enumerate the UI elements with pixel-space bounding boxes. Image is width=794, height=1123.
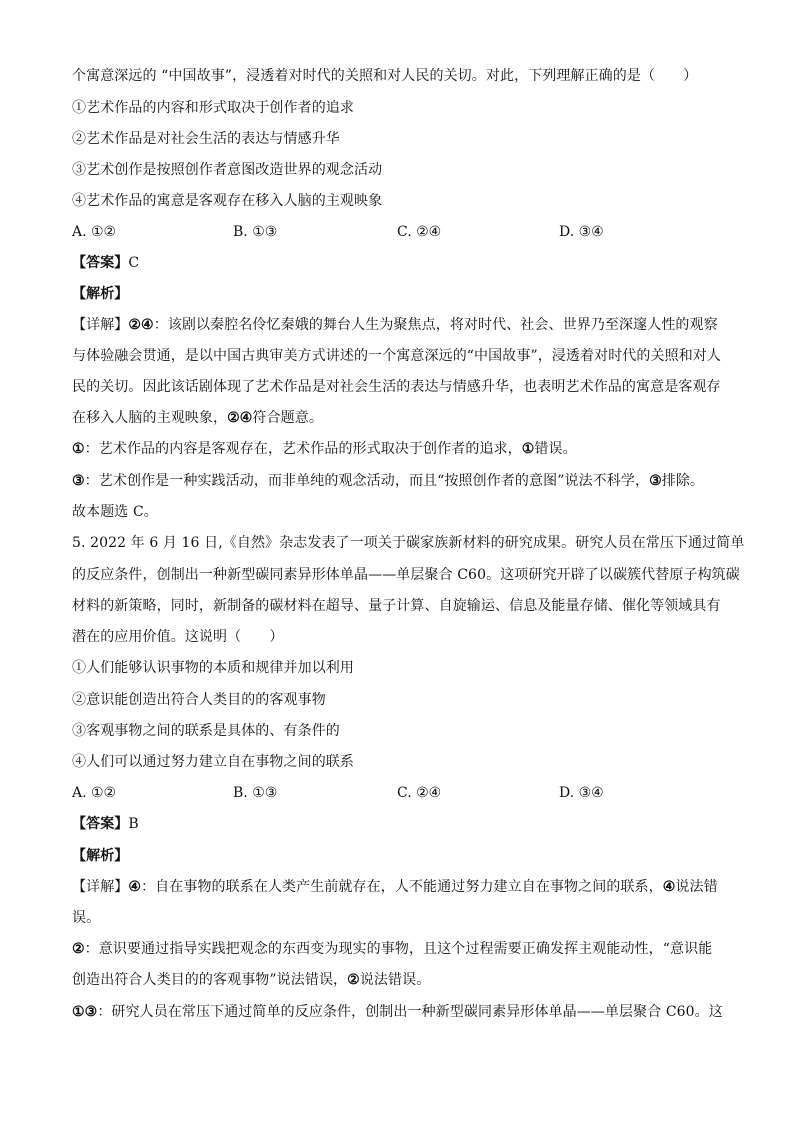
wrong1-key: ① [72, 441, 85, 457]
q4-answer [72, 253, 722, 273]
d4-key2: ④ [662, 879, 676, 895]
q4-item-1: ①艺术作品的内容和形式取决于创作者的追求 [72, 100, 354, 116]
answer-value: C [128, 255, 140, 271]
q5-item-1: ①人们能够认识事物的本质和规律并加以利用 [72, 660, 354, 676]
q5-analysis-heading [72, 846, 722, 866]
answer-label: 【答案】 [72, 255, 129, 271]
wrong1-text: ：艺术作品的内容是客观存在，艺术作品的形式取决于创作者的追求， [84, 441, 522, 457]
q5-option-a: A. ①② [72, 785, 117, 801]
analysis-label: 【解析】 [72, 848, 129, 864]
q4-item-3: ③艺术创作是按照创作者意图改造世界的观念活动 [72, 162, 383, 178]
detail-end: 符合题意。 [252, 410, 323, 426]
q5-stem-line-4: 潜在的应用价值。这说明（ ） [72, 629, 284, 645]
d13-key: ①③ [72, 1004, 98, 1020]
detail-end-key: ②④ [227, 410, 253, 426]
q4-option-d: D. ③④ [559, 224, 604, 240]
q5-stem-line-3: 材料的新策略，同时，新制备的碳材料在超导、量子计算、自旋输运、信息及能量存储、催化等领域具有 [72, 598, 721, 614]
q4-wrong-1 [72, 439, 722, 459]
q4-item-4: ④艺术作品的寓意是客观存在移入人脑的主观映象 [72, 193, 383, 209]
q4-detail-line-1 [72, 315, 722, 335]
q5-options [72, 783, 722, 803]
q4-conclusion: 故本题选 C。 [72, 504, 158, 520]
d2-key2: ② [347, 972, 360, 988]
answer-value: B [128, 816, 139, 832]
q4-analysis-heading [72, 284, 722, 304]
q4-option-c: C. ②④ [397, 224, 442, 240]
d2-key: ② [72, 941, 85, 957]
d2-text: 创造出符合人类目的的客观事物”说法错误， [72, 972, 348, 988]
q4-wrong-3 [72, 471, 722, 491]
q5-item-2: ②意识能创造出符合人类目的的客观事物 [72, 692, 326, 708]
q4-detail-line-3: 民的关切。因此该话剧体现了艺术作品是对社会生活的表达与情感升华，也表明艺术作品的寓意是客观存 [72, 379, 721, 395]
q4-item-2: ②艺术作品是对社会生活的表达与情感升华 [72, 131, 340, 147]
wrong3-key: ③ [72, 473, 85, 489]
q4-option-a: A. ①② [72, 224, 117, 240]
q5-detail-4-wrap: 误。 [72, 910, 101, 926]
answer-label: 【答案】 [72, 816, 129, 832]
wrong1-end: 错误。 [534, 441, 577, 457]
d4-end: 说法错 [675, 879, 718, 895]
q5-item-3: ③客观事物之间的联系是具体的、有条件的 [72, 723, 340, 739]
q5-detail-2-line-1 [72, 939, 722, 959]
q5-option-c: C. ②④ [397, 785, 442, 801]
detail-text: 在移入人脑的主观映象， [72, 410, 228, 426]
wrong3-end: 排除。 [661, 473, 705, 489]
d13-text: ：研究人员在常压下通过简单的反应条件，创制出一种新型碳同素异形体单晶——单层聚合 C60。这 [97, 1004, 723, 1020]
detail-key: ②④ [128, 317, 154, 333]
q4-detail-line-4 [72, 408, 722, 428]
wrong3-key2: ③ [649, 473, 662, 489]
q5-detail-4 [72, 877, 722, 897]
q4-options [72, 222, 722, 242]
q5-answer [72, 814, 722, 834]
detail-label: 【详解】 [72, 317, 129, 333]
q5-stem-line-2: 的反应条件，创制出一种新型碳同素异形体单晶——单层聚合 C60。这项研究开辟了以碳簇代替原子构筑碳 [72, 567, 740, 583]
detail-text: ：该剧以秦腔名伶忆秦娥的舞台人生为聚焦点，将对时代、社会、世界乃至深邃人性的观察 [153, 317, 718, 333]
wrong1-key2: ① [521, 441, 535, 457]
q5-detail-13 [72, 1002, 722, 1022]
wrong3-text: ：艺术创作是一种实践活动，而非单纯的观念活动，而且“按照创作者的意图”说法不科学， [84, 473, 650, 489]
q5-option-d: D. ③④ [559, 785, 604, 801]
detail-label: 【详解】 [72, 879, 129, 895]
q4-option-b: B. ①③ [233, 224, 278, 240]
analysis-label: 【解析】 [72, 286, 129, 302]
q5-option-b: B. ①③ [233, 785, 278, 801]
q5-detail-2-line-2 [72, 970, 722, 990]
q4-detail-line-2: 与体验融会贯通，是以中国古典审美方式讲述的一个寓意深远的“中国故事”，浸透着对时代的关照和对人 [72, 348, 722, 364]
q4-stem-tail: 个寓意深远的 “中国故事”，浸透着对时代的关照和对人民的关切。对此，下列理解正确的是（ ） [72, 68, 698, 84]
d4-text: ：自在事物的联系在人类产生前就存在，人不能通过努力建立自在事物之间的联系， [141, 879, 663, 895]
q5-item-4: ④人们可以通过努力建立自在事物之间的联系 [72, 754, 354, 770]
q5-stem-line-1: 5. 2022 年 6 月 16 日,《自然》杂志发表了一项关于碳家族新材料的研究成果。研究人员在常压下通过简单 [72, 535, 745, 551]
d2-text: ：意识要通过指导实践把观念的东西变为现实的事物，且这个过程需要正确发挥主观能动性，“意识能 [84, 941, 713, 957]
d4-key: ④ [128, 879, 142, 895]
d2-end: 说法错误。 [359, 972, 431, 988]
